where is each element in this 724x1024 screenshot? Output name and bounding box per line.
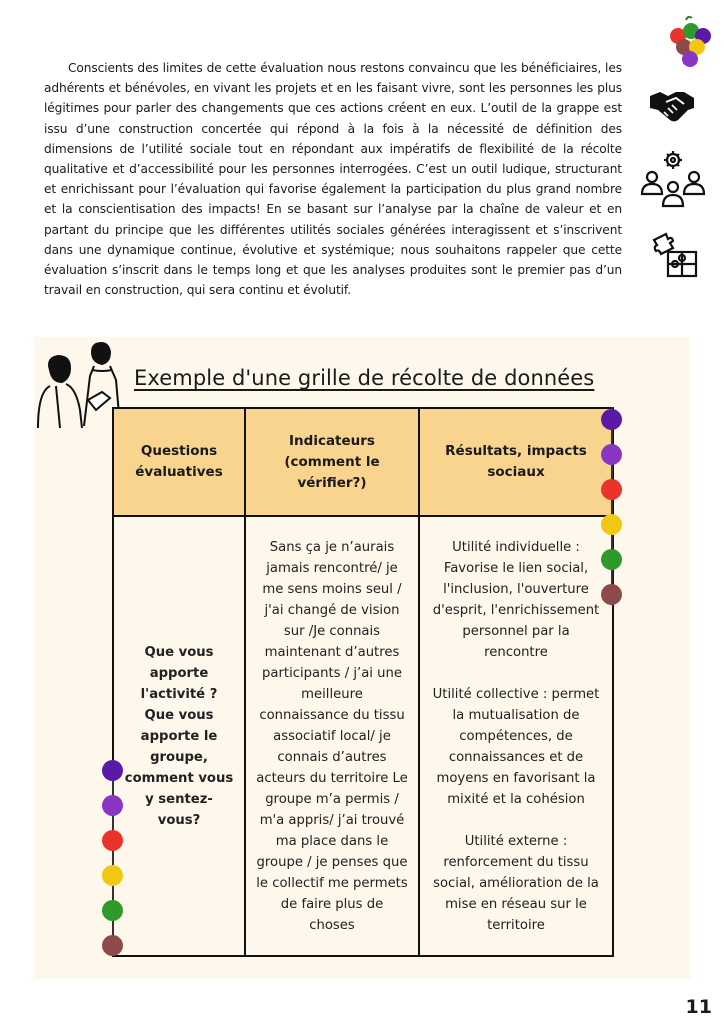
header-questions: Questions évaluatives	[113, 408, 245, 516]
table-header-row	[113, 408, 613, 516]
question-cell: Que vous apporte l'activité ? Que vous apporte le groupe, comment vous y sentez-vous?	[113, 516, 245, 956]
color-dot	[601, 549, 622, 570]
intro-paragraph: Conscients des limites de cette évaluation nous restons convaincu que les bénéficiaires, les adhérents et bénévoles, en vivant les projets et en les faisant vivre, sont les personnes les plus légitimes pour parler des changements que ces actions créent en eux. L’outil de la grappe est issu d’une construction concertée qui répond à la fois à la nécessité de définition des dimensions de l’utilité sociale tout en répondant aux impératifs de flexibilité de la récolte qualitative et d’accessibilité pour les personnes interrogées. C’est un outil ludique, structurant et enrichissant pour l’évaluation qui favorise également la participation du plus grand nombre et la conscientisation des impacts! En se basant sur l’analyse par la chaîne de valeur et en partant du principe que les différentes utilités sociales générées interagissent et s’inscrivent dans une dynamique continue, évolutive et systémique; nous souhaitons rappeler que cette évaluation s’inscrit dans le temps long et que les analyses produites sont le premier pas d’un travail en construction, qui sera continu et évolutif.	[44, 61, 622, 298]
team-gear-icon	[640, 148, 706, 210]
data-collection-grid	[112, 407, 614, 957]
header-indicators: Indicateurs (comment le vérifier?)	[245, 408, 419, 516]
indicators-cell: Sans ça je n’aurais jamais rencontré/ je me sens moins seul / j'ai changé de vision sur /Je connais maintenant d’autres participants / j’ai une meilleure connaissance du tissu associatif local/ je connais d’autres acteurs du territoire Le groupe m’a permis / m'a appris/ j’ai trouvé ma place dans le groupe / je penses que le collectif me permets de faire plus de choses	[245, 516, 419, 956]
result-external: Utilité externe : renforcement du tissu social, amélioration de la mise en réseau sur le territoire	[433, 833, 599, 933]
header-results: Résultats, impacts sociaux	[419, 408, 613, 516]
result-collective: Utilité collective : permet la mutualisation de compétences, de connaissances et de moyens en favorisant la mixité et la cohésion	[432, 686, 600, 807]
color-dot	[102, 865, 123, 886]
color-dot	[601, 444, 622, 465]
left-dot-chain	[101, 760, 125, 960]
results-cell	[419, 516, 613, 956]
color-dot	[601, 409, 622, 430]
color-dot	[601, 479, 622, 500]
right-dot-chain	[600, 407, 624, 607]
color-dot	[102, 900, 123, 921]
table-row	[113, 516, 613, 956]
puzzle-icon	[650, 230, 700, 280]
grapes-icon	[664, 14, 714, 72]
result-individual: Utilité individuelle : Favorise le lien social, l'inclusion, l'ouverture d'esprit, l'enrichissement personnel par la rencontre	[432, 539, 600, 660]
color-dot	[102, 935, 123, 956]
color-dot	[102, 830, 123, 851]
color-dot	[102, 795, 123, 816]
grid-title: Exemple d'une grille de récolte de données	[134, 366, 595, 390]
page-number: 11	[685, 996, 712, 1018]
color-dot	[601, 584, 622, 605]
color-dot	[102, 760, 123, 781]
handshake-icon	[648, 86, 696, 126]
color-dot	[601, 514, 622, 535]
